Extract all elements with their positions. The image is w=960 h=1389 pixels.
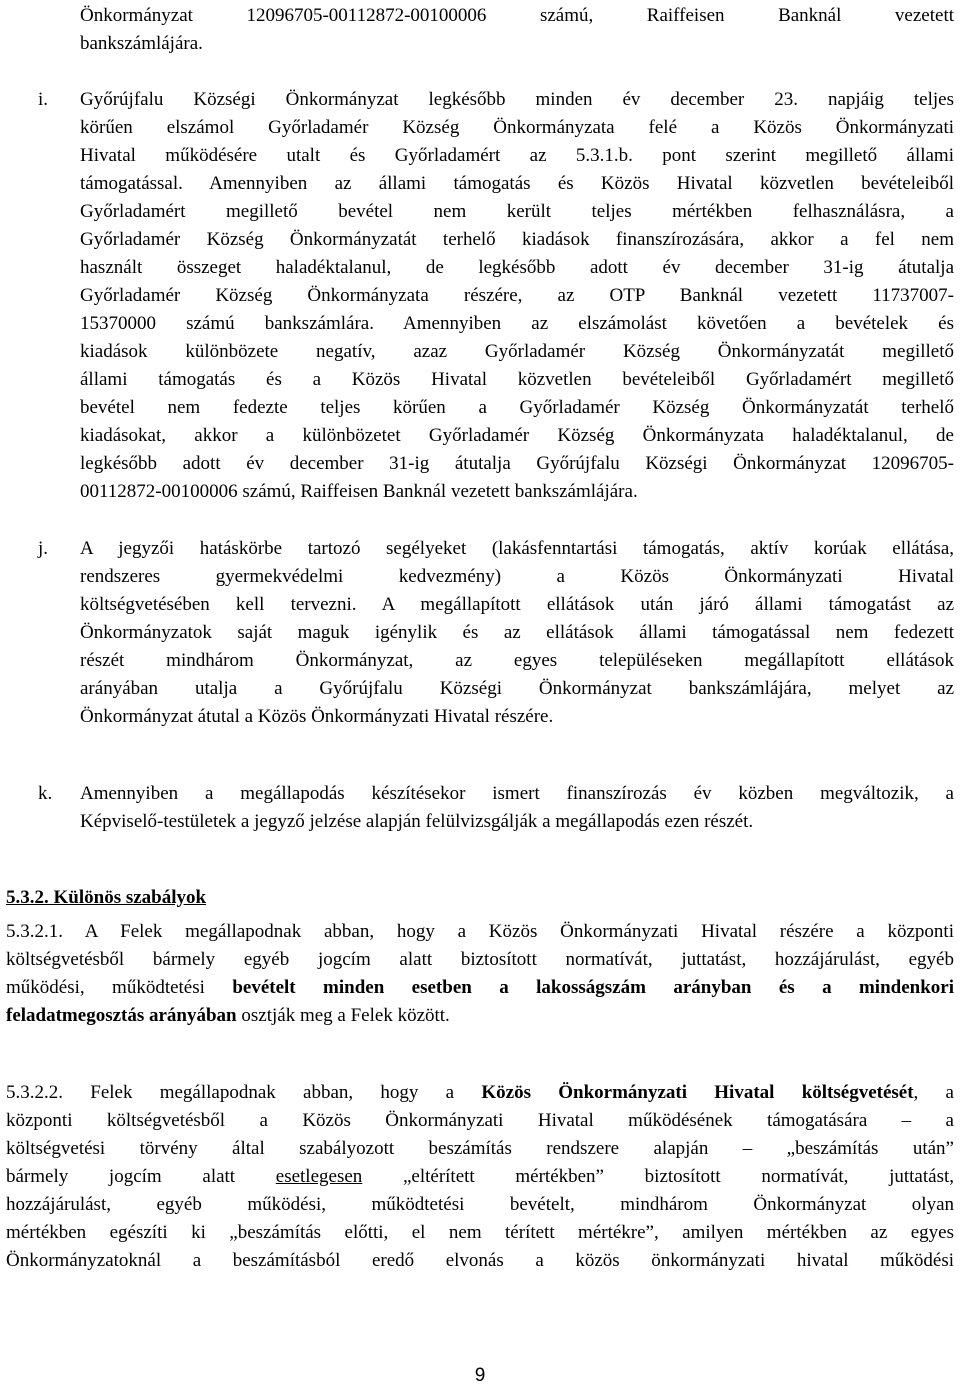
list-item-body [80,535,954,731]
text-line: legkésőbb adott év december 31-ig átutalja Győrújfalu Községi Önkormányzat 12096705- [80,453,954,474]
bold-text: bevételt minden esetben a lakosságszám arányban és a mindenkori [232,977,955,998]
text-line: támogatással. Amennyiben az állami támogatás és Közös Hivatal közvetlen bevételeiből [80,173,954,194]
text-line: 15370000 számú bankszámlára. Amennyiben az elszámolást követően a bevételek és [80,313,954,334]
underlined-text: esetlegesen [275,1166,363,1187]
text-line: Önkormányzat átutal a Közös Önkormányzati Hivatal részére. [80,706,554,727]
text-line [6,1163,954,1191]
text-line: Győrladamér Község Önkormányzatát terhelő kiadások finanszírozására, akkor a fel nem [80,229,954,250]
text-line: Győrújfalu Községi Önkormányzat legkésőbb minden év december 23. napjáig teljes [80,89,954,110]
text-line: arányában utalja a Győrújfalu Községi Önkormányzat bankszámlájára, melyet az [80,678,954,699]
text-line [6,1002,954,1030]
text-line: A jegyzői hatáskörbe tartozó segélyeket (lakásfenntartási támogatás, aktív korúak ellátása, [80,538,954,559]
list-item-label: j. [38,538,49,559]
text-line: Győrladamér Község Önkormányzata részére, az OTP Banknál vezetett 11737007- [80,285,954,306]
continuation-paragraph [80,2,954,58]
text-line: Önkormányzatok saját maguk igénylik és az ellátások állami támogatással nem fedezett [80,622,954,643]
text-run: „eltérített mértékben” biztosított normatívát, juttatást, [362,1166,954,1187]
list-item-label: i. [38,89,49,110]
text-line: állami támogatás és a Közös Hivatal közvetlen bevételeiből Győrladamért megillető [80,369,954,390]
bold-text: feladatmegosztás arányában [6,1005,237,1026]
text-line: Önkormányzatoknál a beszámításból eredő elvonás a közös önkormányzati hivatal működési [6,1250,954,1271]
text-line [6,974,954,1002]
text-line: részét mindhárom Önkormányzat, az egyes településeken megállapított ellátások [80,650,954,671]
list-item-body [80,86,954,506]
text-line [6,1079,954,1107]
text-line: Hivatal működésére utalt és Győrladamért az 5.3.1.b. pont szerint megillető állami [80,145,954,166]
section-heading: 5.3.2. Különös szabályok [6,887,207,908]
text-line: bevétel nem fedezte teljes körűen a Győrladamér Község Önkormányzatát terhelő [80,397,954,418]
text-line: hozzájárulást, egyéb működési, működtetési bevételt, mindhárom Önkormányzat olyan [6,1194,954,1215]
text-line: körűen elszámol Győrladamér Község Önkormányzata felé a Közös Önkormányzati [80,117,954,138]
paragraph-5-3-2-2 [6,1079,954,1275]
text-line: 00112872-00100006 számú, Raiffeisen Banknál vezetett bankszámlájára. [80,481,638,502]
text-run: 5.3.2.2. Felek megállapodnak abban, hogy a [6,1082,482,1103]
text-line: használt összeget haladéktalanul, de legkésőbb adott év december 31-ig átutalja [80,257,954,278]
text-line: mértékben egészíti ki „beszámítás előtti, el nem térített mértékre”, amilyen mértékben az egyes [6,1222,954,1243]
text-line: költségvetésében kell tervezni. A megállapított ellátások után járó állami támogatást az [80,594,954,615]
text-run: osztják meg a Felek között. [236,1005,450,1026]
list-item-label: k. [38,783,53,804]
text-run: működési, működtetési [6,977,233,998]
text-line: kiadásokat, akkor a különbözetet Győrladamér Község Önkormányzata haladéktalanul, de [80,425,954,446]
page-number: 9 [474,1365,486,1386]
text-line: Önkormányzat 12096705-00112872-00100006 számú, Raiffeisen Banknál vezetett [80,5,954,26]
text-line: rendszeres gyermekvédelmi kedvezmény) a Közös Önkormányzati Hivatal [80,566,954,587]
text-line: 5.3.2.1. A Felek megállapodnak abban, hogy a Közös Önkormányzati Hivatal részére a központi [6,921,954,942]
paragraph-5-3-2-1 [6,918,954,1030]
text-line: költségvetésből bármely egyéb jogcím alatt biztosított normatívát, juttatást, hozzájárulást, egyéb [6,949,954,970]
text-line: kiadások különbözete negatív, azaz Győrladamér Község Önkormányzatát megillető [80,341,954,362]
text-line: költségvetési törvény által szabályozott beszámítás rendszere alapján – „beszámítás után” [6,1138,954,1159]
text-line: Győrladamért megillető bevétel nem került teljes mértékben felhasználásra, a [80,201,954,222]
text-line: központi költségvetésből a Közös Önkormányzati Hivatal működésének támogatására – a [6,1110,954,1131]
bold-text: Közös Önkormányzati Hivatal költségvetését [481,1082,914,1103]
text-run: bármely jogcím alatt [6,1166,276,1187]
text-run: , a [913,1082,954,1103]
text-line: Amennyiben a megállapodás készítésekor ismert finanszírozás év közben megváltozik, a [80,783,954,804]
text-line: Képviselő-testületek a jegyző jelzése alapján felülvizsgálják a megállapodás ezen részét. [80,811,754,832]
text-line: bankszámlájára. [80,33,203,54]
list-item-body [80,780,954,836]
